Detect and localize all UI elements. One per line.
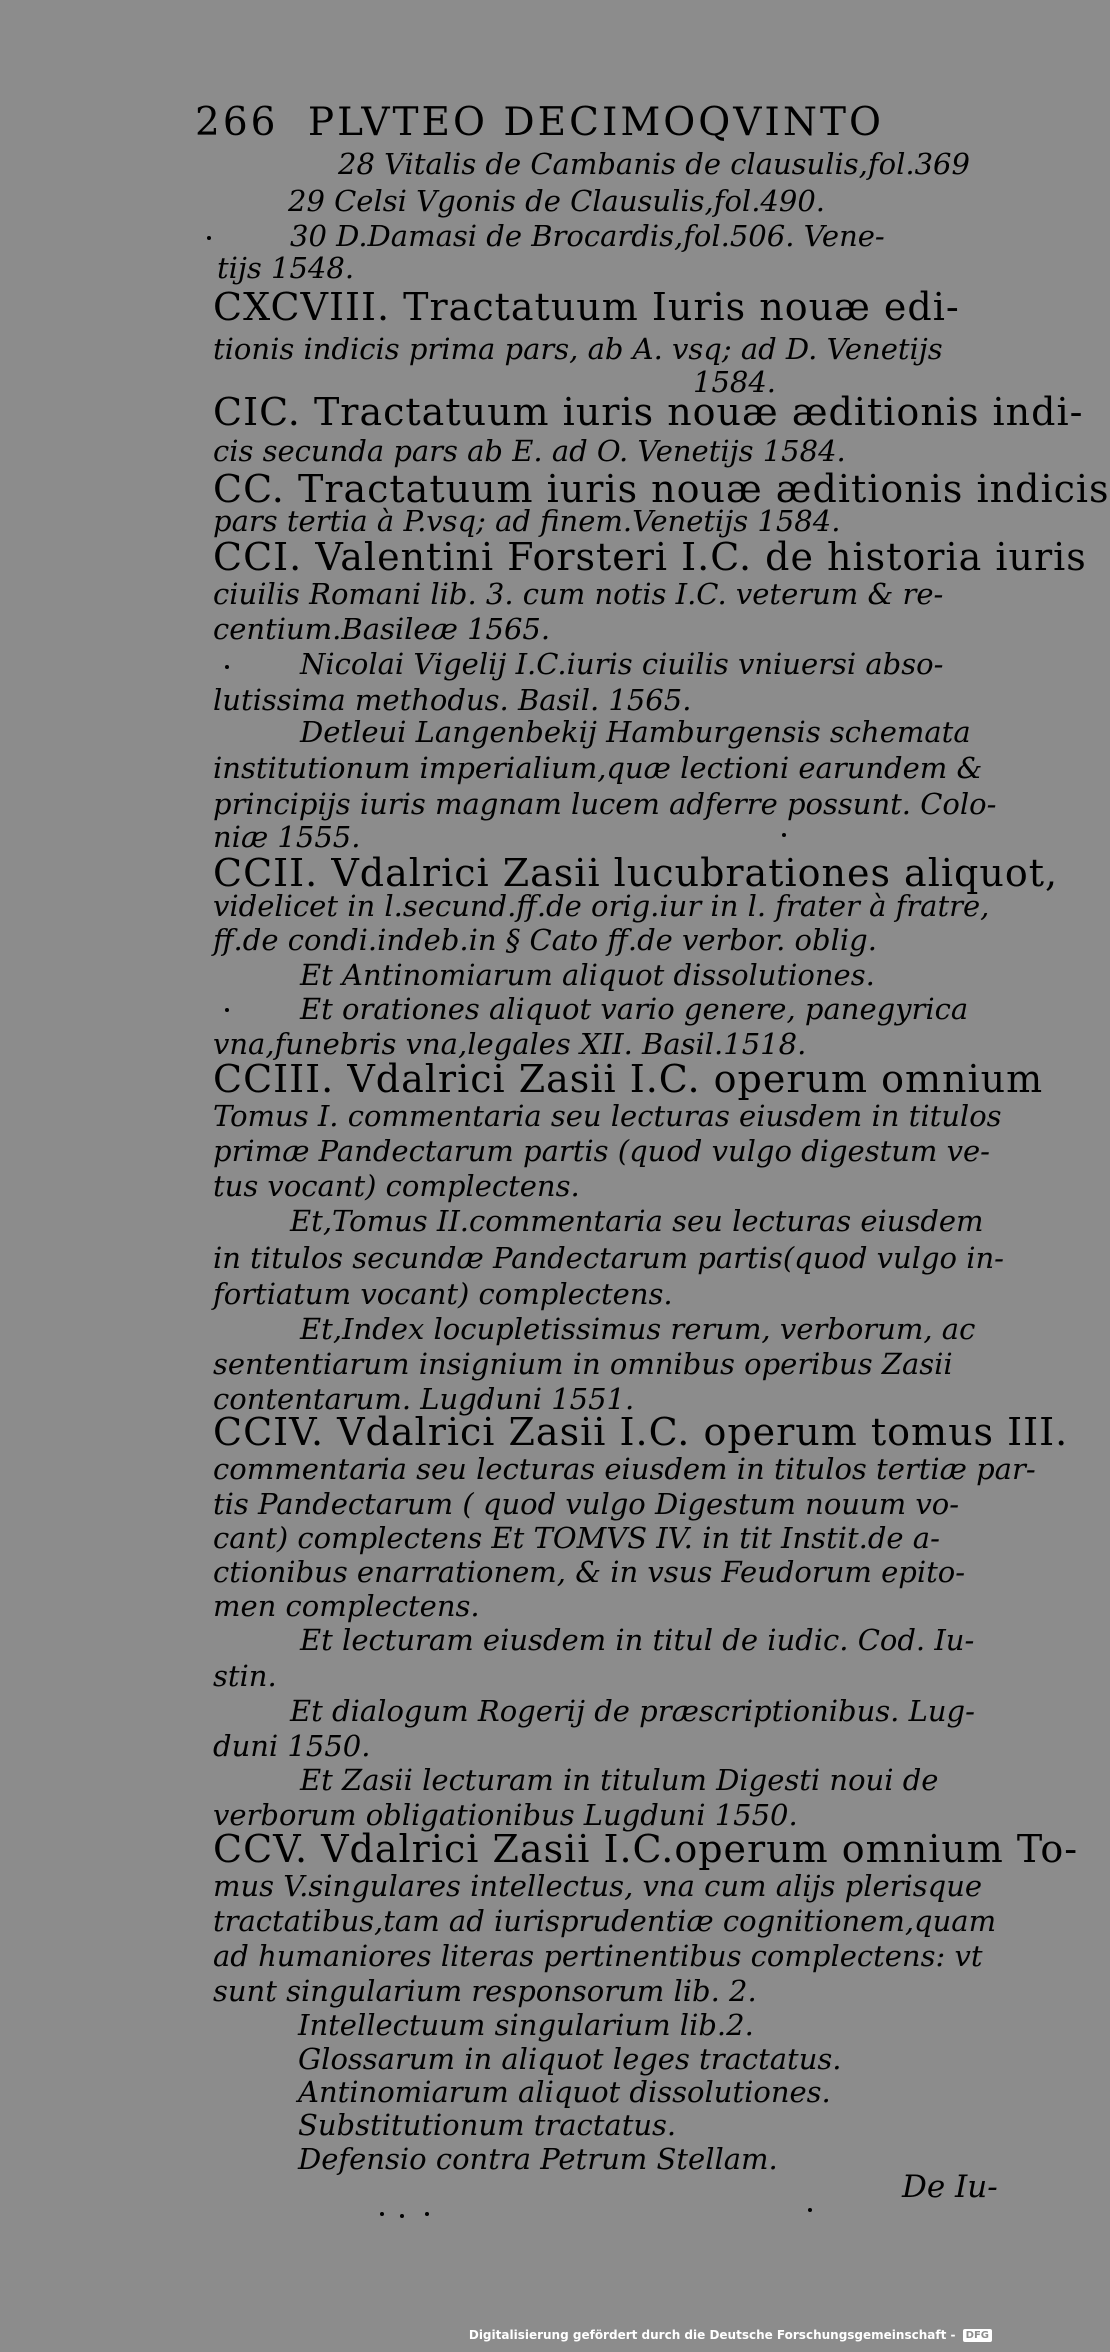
text-line: tionis indicis prima pars, ab A. vsq; ad D. Venetijs [213,332,943,366]
text-line: 29 Celsi Vgonis de Clausulis,fol.490. [288,184,825,218]
text-line: 28 Vitalis de Cambanis de clausulis,fol.369 [338,147,970,181]
text-line: Et,Index locupletissimus rerum, verborum, ac [300,1312,976,1346]
entry-heading: CIC. Tractatuum iuris nouæ æditionis indi- [213,390,1084,434]
text-line: videlicet in l.secund.ff.de orig.iur in l. frater à fratre, [213,889,990,923]
ink-speck [207,236,211,240]
text-line: tus vocant) complectens. [213,1169,580,1203]
text-line: institutionum imperialium,quæ lectioni earundem & [213,751,983,785]
entry-heading: CXCVIII. Tractatuum Iuris nouæ edi- [213,285,960,329]
text-line: commentaria seu lecturas eiusdem in titulos tertiæ par- [213,1452,1036,1486]
credit-text: Digitalisierung gefördert durch die Deutsche Forschungsgemeinschaft - [468,2328,956,2342]
text-line: Et Antinomiarum aliquot dissolutiones. [300,958,875,992]
text-line: tractatibus,tam ad iurisprudentiæ cognitionem,quam [213,1904,997,1938]
digitization-credit [0,2328,992,2342]
text-line: Tomus I. commentaria seu lecturas eiusdem in titulos [213,1099,1002,1133]
text-line: cant) complectens Et TOMVS IV. in tit Instit.de a- [213,1521,940,1555]
text-line: Et dialogum Rogerij de præscriptionibus. Lug- [290,1694,975,1728]
text-line: pars tertia à P.vsq; ad finem.Venetijs 1584. [213,504,841,538]
ink-speck [380,2212,384,2216]
ink-speck [225,1008,229,1012]
entry-heading: CCIII. Vdalrici Zasii I.C. operum omnium [213,1057,1044,1101]
ink-speck [400,2214,404,2218]
page-header [195,100,884,145]
ink-speck [808,2208,812,2212]
text-line: ctionibus enarrationem, & in vsus Feudorum epito- [213,1555,966,1589]
ink-speck [425,2212,429,2216]
text-line: tijs 1548. [217,251,355,285]
text-line: vna,funebris vna,legales XII. Basil.1518. [213,1027,807,1061]
text-line: in titulos secundæ Pandectarum partis(quod vulgo in- [213,1241,1004,1275]
running-title: PLVTEO DECIMOQVINTO [307,100,884,145]
text-line: ad humaniores literas pertinentibus complectens: vt [213,1939,983,1973]
ink-speck [225,665,229,669]
page-number: 266 [195,100,279,145]
text-line: Et,Tomus II.commentaria seu lecturas eiusdem [290,1204,984,1238]
text-line: primæ Pandectarum partis (quod vulgo digestum ve- [213,1134,990,1168]
entry-heading: CC. Tractatuum iuris nouæ æditionis indicis [213,467,1110,511]
text-line: Nicolai Vigelij I.C.iuris ciuilis vniuersi abso- [300,647,944,681]
text-line: stin. [213,1659,277,1693]
text-line: centium.Basileæ 1565. [213,612,551,646]
text-line: Substitutionum tractatus. [298,2108,677,2142]
text-line: sunt singularium responsorum lib. 2. [213,1974,757,2008]
dfg-logo-icon: DFG [963,2329,992,2342]
text-line: ciuilis Romani lib. 3. cum notis I.C. veterum & re- [213,577,944,611]
entry-heading: CCII. Vdalrici Zasii lucubrationes aliquot, [213,851,1059,895]
text-line: Defensio contra Petrum Stellam. [298,2142,778,2176]
text-line: niæ 1555. [213,820,361,854]
text-line: 30 D.Damasi de Brocardis,fol.506. Vene- [290,219,885,253]
text-line: tis Pandectarum ( quod vulgo Digestum nouum vo- [213,1487,959,1521]
text-line: ff.de condi.indeb.in § Cato ff.de verbor. oblig. [213,923,877,957]
text-line: Glossarum in aliquot leges tractatus. [298,2042,842,2076]
text-line: lutissima methodus. Basil. 1565. [213,683,692,717]
text-line: mus V.singulares intellectus, vna cum alijs plerisque [213,1869,983,1903]
text-line: sententiarum insignium in omnibus operibus Zasii [213,1347,953,1381]
text-line: duni 1550. [213,1729,371,1763]
text-line: Et lecturam eiusdem in titul de iudic. Cod. Iu- [300,1623,975,1657]
entry-heading: CCIV. Vdalrici Zasii I.C. operum tomus III. [213,1410,1069,1454]
text-line: contentarum. Lugduni 1551. [213,1382,635,1416]
text-line: Detleui Langenbekij Hamburgensis schemata [300,715,971,749]
text-line: verborum obligationibus Lugduni 1550. [213,1798,798,1832]
text-line: principijs iuris magnam lucem adferre possunt. Colo- [213,787,997,821]
entry-heading: CCV. Vdalrici Zasii I.C.operum omnium To- [213,1827,1079,1871]
text-line: men complectens. [213,1589,480,1623]
text-line: cis secunda pars ab E. ad O. Venetijs 1584. [213,434,846,468]
entry-heading: CCI. Valentini Forsteri I.C. de historia iuris [213,535,1087,579]
text-line: Antinomiarum aliquot dissolutiones. [298,2075,831,2109]
catchword: De Iu- [902,2169,998,2205]
text-line: Et orationes aliquot vario genere, panegyrica [300,992,969,1026]
text-line: Et Zasii lecturam in titulum Digesti noui de [300,1763,939,1797]
text-line: 1584. [693,365,777,399]
ink-speck [782,833,786,837]
text-line: Intellectuum singularium lib.2. [298,2008,754,2042]
text-line: fortiatum vocant) complectens. [213,1277,673,1311]
